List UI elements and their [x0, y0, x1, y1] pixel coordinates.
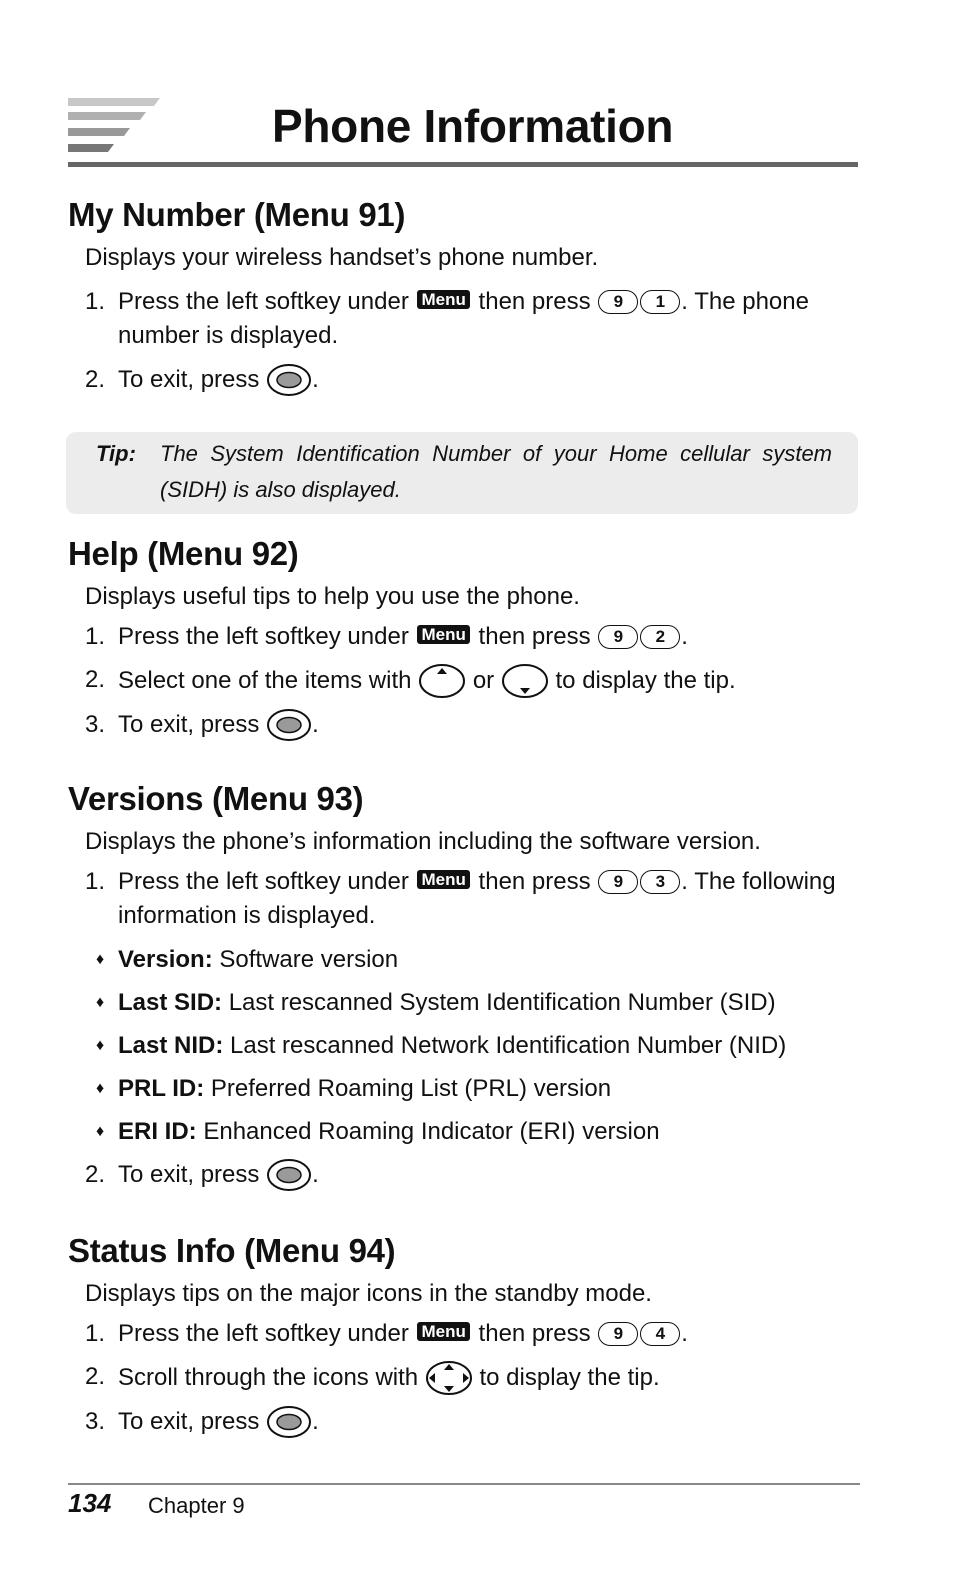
step-1: [68, 1317, 868, 1351]
step-text: then press: [478, 1320, 591, 1347]
step-text: then press: [478, 288, 591, 315]
end-key-icon: [266, 363, 312, 397]
step-text: Press the left softkey under: [118, 288, 409, 315]
info-bullet-last-sid: [68, 986, 868, 1020]
key-9-icon: 9: [598, 625, 638, 649]
header-stripes-icon: [68, 98, 164, 156]
step-text: then press: [478, 868, 591, 895]
step-text: . The phone number is displayed.: [118, 288, 809, 349]
section-title: My Number (Menu 91): [68, 196, 406, 233]
section-description: Displays useful tips to help you use the phone.: [85, 583, 580, 610]
end-key-icon: [266, 1158, 312, 1192]
bullet-label: ERI ID:: [118, 1118, 197, 1145]
step-text: To exit, press: [118, 366, 260, 393]
step-text: Select one of the items with: [118, 667, 412, 694]
step-list: [68, 1317, 868, 1439]
step-list: [68, 285, 868, 397]
section-title: Status Info (Menu 94): [68, 1232, 396, 1269]
bullet-label: Version:: [118, 946, 213, 973]
step-3: [68, 708, 868, 742]
step-1: [68, 620, 868, 654]
step-2: [68, 1158, 868, 1192]
tip-box: [66, 432, 858, 514]
section-title: Help (Menu 92): [68, 535, 299, 572]
bullet-label: Last NID:: [118, 1032, 224, 1059]
bullet-text: Enhanced Roaming Indicator (ERI) version: [203, 1118, 660, 1145]
key-9-icon: 9: [598, 1322, 638, 1346]
menu-key-icon: Menu: [417, 1322, 469, 1341]
tip-label: Tip:: [96, 441, 136, 466]
step-2: [68, 663, 868, 699]
step-number: 1.: [85, 623, 106, 650]
nav-up-key-icon: [418, 663, 466, 699]
section-description: Displays your wireless handset’s phone number.: [85, 244, 599, 271]
section-my-number: [68, 193, 868, 397]
step-number: 2.: [85, 1161, 106, 1188]
step-number: 1.: [85, 288, 106, 315]
step-number: 3.: [85, 711, 106, 738]
step-text: or: [472, 667, 495, 694]
nav-four-way-key-icon: [425, 1360, 473, 1396]
section-description: Displays tips on the major icons in the standby mode.: [85, 1280, 652, 1307]
step-number: 1.: [85, 1320, 106, 1347]
key-3-icon: 3: [640, 870, 680, 894]
step-text: .: [681, 623, 688, 650]
step-number: 2.: [85, 666, 106, 693]
step-text: to display the tip.: [479, 1364, 660, 1391]
footer-rule: [68, 1483, 860, 1485]
step-number: 2.: [85, 1363, 106, 1390]
key-9-icon: 9: [598, 870, 638, 894]
section-help: [68, 532, 868, 742]
step-number: 1.: [85, 868, 106, 895]
step-text: to display the tip.: [555, 667, 736, 694]
step-text: .: [312, 1408, 319, 1435]
step-number: 2.: [85, 366, 106, 393]
bullet-diamond-icon: ♦: [96, 1037, 105, 1054]
step-number: 3.: [85, 1408, 106, 1435]
info-bullet-eri-id: [68, 1115, 868, 1149]
menu-key-icon: Menu: [417, 870, 469, 889]
section-versions: [68, 777, 868, 1192]
step-text: To exit, press: [118, 1161, 260, 1188]
step-text: Press the left softkey under: [118, 1320, 409, 1347]
key-9-icon: 9: [598, 290, 638, 314]
bullet-diamond-icon: ♦: [96, 1080, 105, 1097]
title-rule: [68, 162, 858, 167]
step-text: .: [312, 366, 319, 393]
nav-down-key-icon: [501, 663, 549, 699]
bullet-text: Last rescanned Network Identification Number (NID): [230, 1032, 787, 1059]
step-text: . The following information is displayed.: [118, 868, 836, 929]
end-key-icon: [266, 1405, 312, 1439]
step-text: Press the left softkey under: [118, 868, 409, 895]
step-1: [68, 865, 868, 933]
step-list: [68, 1158, 868, 1192]
step-text: .: [312, 1161, 319, 1188]
step-list: [68, 620, 868, 742]
chapter-label: Chapter 9: [148, 1493, 245, 1518]
key-4-icon: 4: [640, 1322, 680, 1346]
step-text: .: [681, 1320, 688, 1347]
key-1-icon: 1: [640, 290, 680, 314]
bullet-text: Last rescanned System Identification Number (SID): [228, 989, 776, 1016]
step-3: [68, 1405, 868, 1439]
info-bullet-last-nid: [68, 1029, 868, 1063]
bullet-diamond-icon: ♦: [96, 951, 105, 968]
step-text: To exit, press: [118, 1408, 260, 1435]
step-text: then press: [478, 623, 591, 650]
section-description: Displays the phone’s information including the software version.: [85, 828, 761, 855]
step-2: [68, 1360, 868, 1396]
bullet-label: Last SID:: [118, 989, 223, 1016]
step-text: Press the left softkey under: [118, 623, 409, 650]
step-1: [68, 285, 868, 353]
tip-text: The System Identification Number of your Home cellular system (SIDH) is also displayed.: [160, 441, 832, 502]
bullet-label: PRL ID:: [118, 1075, 205, 1102]
step-list: [68, 865, 868, 933]
key-2-icon: 2: [640, 625, 680, 649]
info-bullet-list: [68, 943, 868, 1149]
page-number: 134: [68, 1488, 112, 1518]
bullet-diamond-icon: ♦: [96, 994, 105, 1011]
menu-key-icon: Menu: [417, 625, 469, 644]
step-2: [68, 363, 868, 397]
bullet-text: Software version: [219, 946, 399, 973]
menu-key-icon: Menu: [417, 290, 469, 309]
end-key-icon: [266, 708, 312, 742]
step-text: To exit, press: [118, 711, 260, 738]
section-title: Versions (Menu 93): [68, 780, 364, 817]
section-status-info: [68, 1229, 868, 1439]
step-text: Scroll through the icons with: [118, 1364, 419, 1391]
step-text: .: [312, 711, 319, 738]
page-title: Phone Information: [272, 100, 674, 152]
info-bullet-prl-id: [68, 1072, 868, 1106]
bullet-text: Preferred Roaming List (PRL) version: [210, 1075, 612, 1102]
bullet-diamond-icon: ♦: [96, 1123, 105, 1140]
info-bullet-version: [68, 943, 868, 977]
